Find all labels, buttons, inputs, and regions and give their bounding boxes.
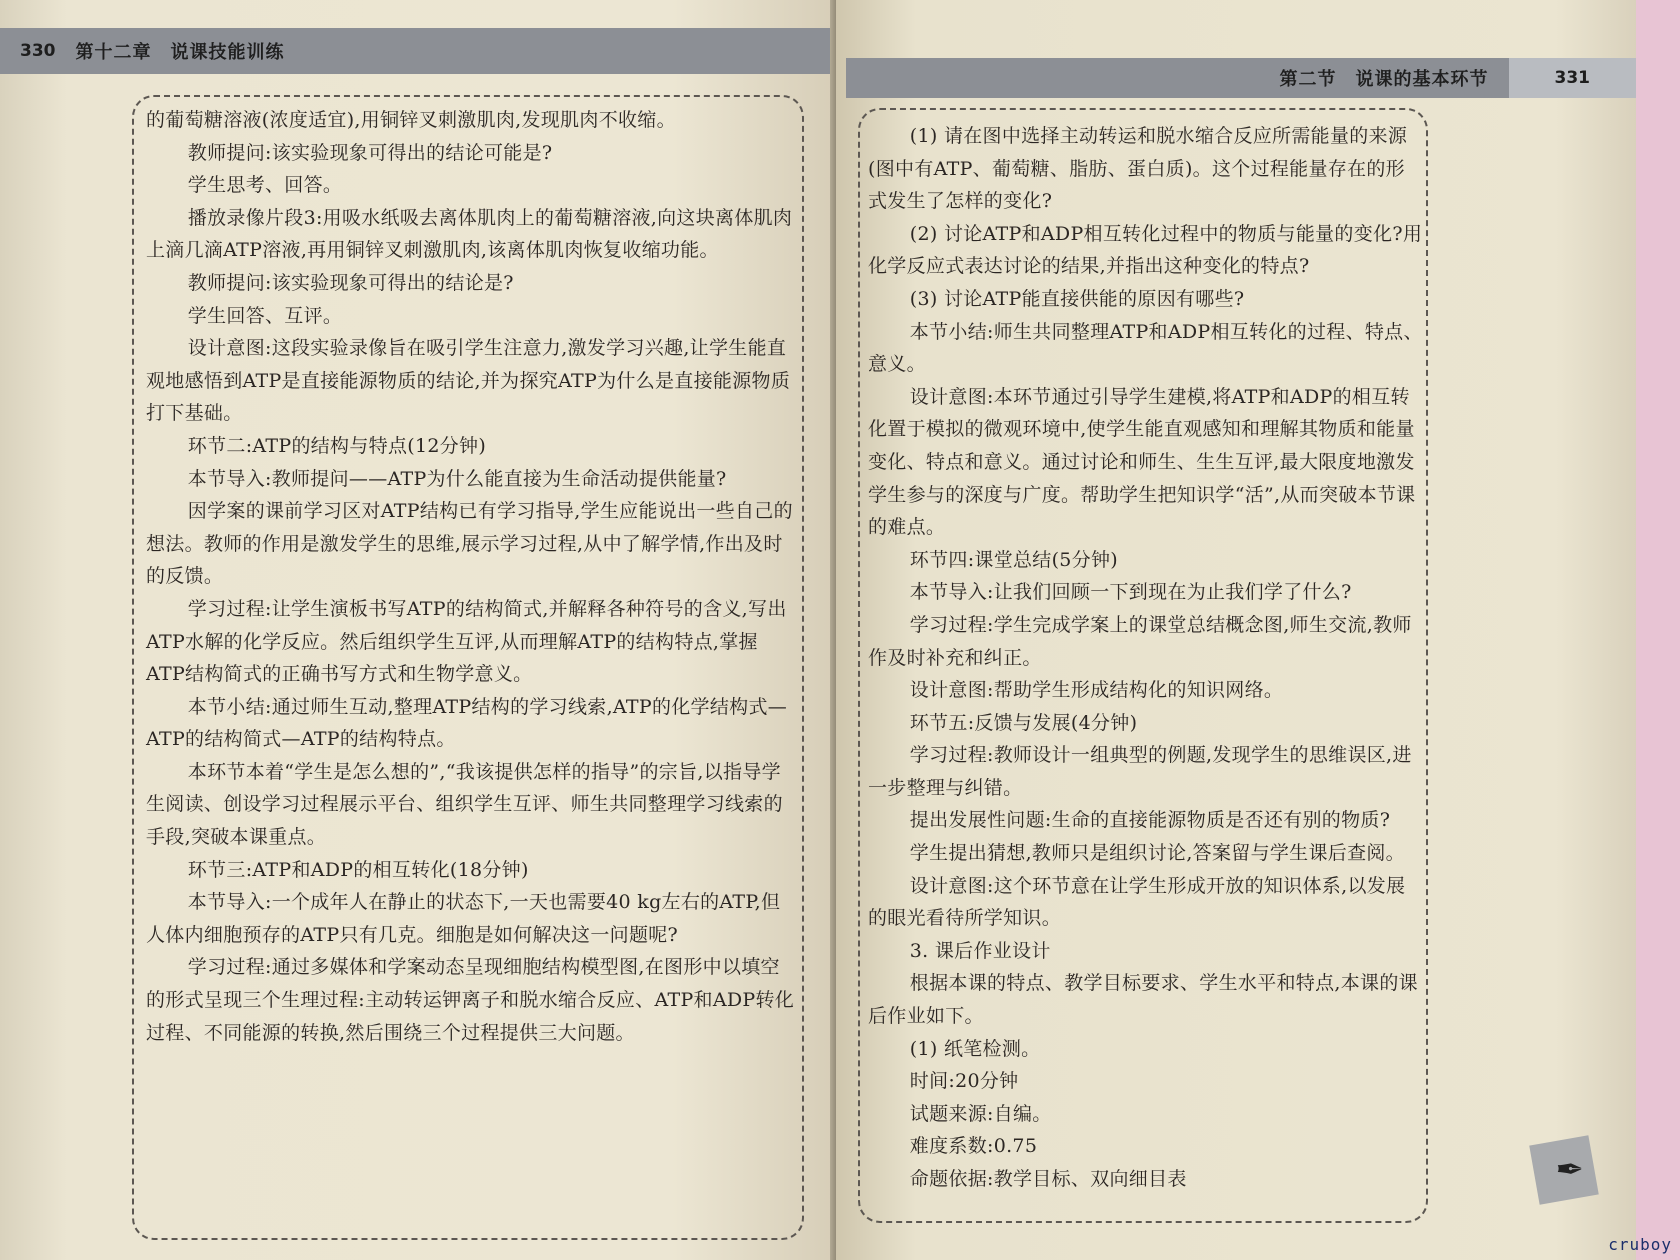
paragraph: (2) 讨论ATP和ADP相互转化过程中的物质与能量的变化?用化学反应式表达讨论的结果,并指出这种变化的特点?: [868, 222, 1423, 278]
left-body-text: [146, 104, 796, 1049]
paragraph: 教师提问:该实验现象可得出的结论是?: [187, 271, 514, 294]
section-heading: 环节二:ATP的结构与特点(12分钟): [187, 434, 487, 457]
right-running-header: [846, 58, 1636, 98]
paragraph: 播放录像片段3:用吸水纸吸去离体肌肉上的葡萄糖溶液,向这块离体肌肉上滴几滴ATP溶液,再用铜锌叉刺激肌肉,该离体肌肉恢复收缩功能。: [146, 206, 793, 262]
right-page-number: 331: [1554, 68, 1590, 88]
paragraph: (1) 请在图中选择主动转运和脱水缩合反应所需能量的来源(图中有ATP、葡萄糖、脂肪、蛋白质)。这个过程能量存在的形式发生了怎样的变化?: [868, 125, 1408, 213]
paragraph: 本节导入:一个成年人在静止的状态下,一天也需要40 kg左右的ATP,但人体内细胞预存的ATP只有几克。细胞是如何解决这一问题呢?: [146, 891, 781, 946]
paragraph: 设计意图:这个环节意在让学生形成开放的知识体系,以发展的眼光看待所学知识。: [868, 874, 1406, 930]
paragraph: 设计意图:这段实验录像旨在吸引学生注意力,激发学习兴趣,让学生能直观地感悟到ATP是直接能源物质的结论,并为探究ATP为什么是直接能源物质打下基础。: [146, 337, 791, 425]
paragraph: 学习过程:让学生演板书写ATP的结构简式,并解释各种符号的含义,写出ATP水解的化学反应。然后组织学生互评,从而理解ATP的结构特点,掌握ATP结构简式的正确书写方式和生物学意义。: [146, 597, 787, 686]
paragraph: 因学案的课前学习区对ATP结构已有学习指导,学生应能说出一些自己的想法。教师的作用是激发学生的思维,展示学习过程,从中了解学情,作出及时的反馈。: [146, 500, 793, 588]
section-heading: 环节四:课堂总结(5分钟): [909, 548, 1119, 571]
paragraph: 学习过程:学生完成学案上的课堂总结概念图,师生交流,教师作及时补充和纠正。: [868, 613, 1412, 669]
paragraph: 学生思考、回答。: [187, 174, 343, 197]
paragraph: 本节小结:师生共同整理ATP和ADP相互转化的过程、特点、意义。: [868, 320, 1423, 376]
section-heading: 3. 课后作业设计: [909, 939, 1051, 962]
list-item: 试题来源:自编。: [909, 1102, 1052, 1125]
paragraph: 的葡萄糖溶液(浓度适宜),用铜锌叉刺激肌肉,发现肌肉不收缩。: [146, 109, 676, 131]
paragraph: 本节导入:教师提问——ATP为什么能直接为生命活动提供能量?: [187, 467, 727, 490]
paragraph: 设计意图:帮助学生形成结构化的知识网络。: [909, 679, 1284, 702]
list-item: 时间:20分钟: [909, 1070, 1019, 1093]
left-running-title: 第十二章 说课技能训练: [75, 42, 285, 63]
paragraph: 学习过程:通过多媒体和学案动态呈现细胞结构模型图,在图形中以填空的形式呈现三个生理过程:主动转运钾离子和脱水缩合反应、ATP和ADP转化过程、不同能源的转换,然后围绕三个过程提供三大问题。: [146, 956, 795, 1044]
list-item: 命题依据:教学目标、双向细目表: [909, 1168, 1187, 1190]
paragraph: 本环节本着“学生是怎么想的”,“我该提供怎样的指导”的宗旨,以指导学生阅读、创设学习过程展示平台、组织学生互评、师生共同整理学习线索的手段,突破本课重点。: [146, 760, 783, 849]
list-item: 难度系数:0.75: [909, 1135, 1038, 1158]
right-running-title: 第二节 说课的基本环节: [1279, 69, 1489, 90]
left-running-header: [0, 28, 830, 74]
paragraph: 设计意图:本环节通过引导学生建模,将ATP和ADP的相互转化置于模拟的微观环境中,使学生能直观感知和理解其物质和能量变化、特点和意义。通过讨论和师生、生生互评,最大限度地激发学生参与的深度与广度。帮助学生把知识学“活”,从而突破本节课的难点。: [868, 385, 1416, 539]
right-body-text: [868, 120, 1423, 1196]
left-page-number: 330: [20, 41, 56, 61]
paragraph: 提出发展性问题:生命的直接能源物质是否还有别的物质?: [909, 809, 1391, 832]
paragraph: 本节导入:让我们回顾一下到现在为止我们学了什么?: [909, 581, 1352, 604]
paragraph: 本节小结:通过师生互动,整理ATP结构的学习线索,ATP的化学结构式—ATP的结构简式—ATP的结构特点。: [146, 695, 788, 751]
list-item: (1) 纸笔检测。: [909, 1037, 1041, 1060]
paragraph: 学生回答、互评。: [187, 304, 343, 327]
paragraph: 学生提出猜想,教师只是组织讨论,答案留与学生课后查阅。: [909, 842, 1405, 865]
paragraph: 学习过程:教师设计一组典型的例题,发现学生的思维误区,进一步整理与纠错。: [868, 744, 1412, 799]
paragraph: 根据本课的特点、教学目标要求、学生水平和特点,本课的课后作业如下。: [868, 972, 1418, 1028]
right-page: [836, 0, 1636, 1260]
section-heading: 环节五:反馈与发展(4分钟): [909, 711, 1138, 734]
paragraph: 教师提问:该实验现象可得出的结论可能是?: [187, 141, 553, 164]
watermark: cruboy: [1608, 1235, 1672, 1254]
quill-pen-icon: ✒: [1555, 1150, 1584, 1190]
paragraph: (3) 讨论ATP能直接供能的原因有哪些?: [909, 287, 1245, 310]
section-heading: 环节三:ATP和ADP的相互转化(18分钟): [187, 858, 529, 881]
